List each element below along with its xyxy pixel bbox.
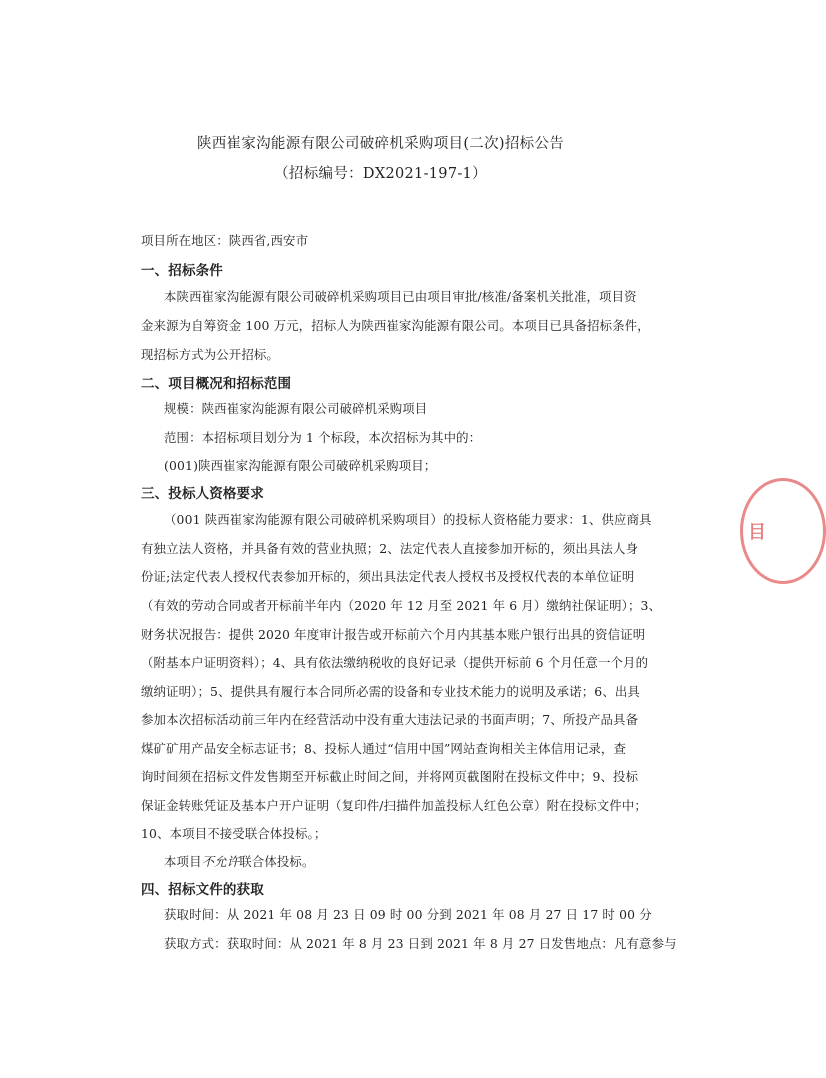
section-4-heading: 四、招标文件的获取	[141, 882, 264, 898]
s3-line: 缴纳证明）；5、提供具有履行本合同所必需的设备和专业技术能力的说明及承诺；6、出具	[141, 684, 640, 699]
s2-scope: 范围：本招标项目划分为 1 个标段，本次招标为其中的：	[164, 430, 482, 445]
s3-line: 份证;法定代表人授权代表参加开标的，须出具法定代表人授权书及授权代表的本单位证明	[141, 569, 635, 584]
s3-line: 参加本次招标活动前三年内在经营活动中没有重大违法记录的书面声明；7、所投产品具备	[141, 712, 639, 727]
s3-line: 有独立法人资格，并具备有效的营业执照；2、法定代表人直接参加开标的，须出具法人身	[141, 541, 639, 556]
s3-line: 财务状况报告：提供 2020 年度审计报告或开标前六个月内其基本账户银行出具的资信证明	[141, 627, 646, 642]
consortium-prefix: 本项目	[164, 854, 202, 869]
s3-line: 煤矿矿用产品安全标志证书；8、投标人通过“信用中国”网站查询相关主体信用记录，查	[141, 741, 627, 756]
s3-consortium-note	[164, 852, 637, 870]
consortium-suffix: 联合体投标。	[239, 854, 315, 869]
section-2-heading: 二、项目概况和招标范围	[141, 376, 292, 392]
s3-line: （有效的劳动合同或者开标前半年内（2020 年 12 月至 2021 年 6 月）缴纳社保证明）；3、	[141, 598, 662, 613]
seal-character: 目	[748, 522, 766, 543]
project-region: 项目所在地区：陕西省,西安市	[141, 233, 309, 248]
document-title: 陕西崔家沟能源有限公司破碎机采购项目(二次)招标公告	[196, 136, 565, 152]
tender-code: （招标编号：DX2021-197-1）	[274, 166, 487, 182]
s2-lot: (001)陕西崔家沟能源有限公司破碎机采购项目；	[164, 458, 437, 473]
s4-method: 获取方式：获取时间：从 2021 年 8 月 23 日到 2021 年 8 月 27 日发售地点：凡有意参与	[164, 936, 677, 951]
s3-line: 10、本项目不接受联合体投标。；	[141, 826, 327, 841]
s1-paragraph-line: 本陕西崔家沟能源有限公司破碎机采购项目已由项目审批/核准/备案机关批准，项目资	[164, 289, 637, 304]
consortium-not-allowed: 不允许	[201, 854, 240, 869]
s3-line: 询时间须在招标文件发售期至开标截止时间之间，并将网页截图附在投标文件中；9、投标	[141, 769, 639, 784]
s2-scale: 规模：陕西崔家沟能源有限公司破碎机采购项目	[164, 401, 428, 416]
s1-paragraph-line: 金来源为自筹资金 100 万元，招标人为陕西崔家沟能源有限公司。本项目已具备招标条件，	[141, 318, 650, 333]
s4-time: 获取时间：从 2021 年 08 月 23 日 09 时 00 分到 2021 年 08 月 27 日 17 时 00 分	[164, 907, 652, 922]
s3-line: （附基本户证明资料）；4、具有依法缴纳税收的良好记录（提供开标前 6 个月任意一个月的	[141, 655, 649, 670]
section-1-heading: 一、招标条件	[141, 263, 223, 279]
section-3-heading: 三、投标人资格要求	[141, 486, 264, 502]
s3-line: （001 陕西崔家沟能源有限公司破碎机采购项目）的投标人资格能力要求：1、供应商具	[164, 512, 652, 527]
s3-line: 保证金转账凭证及基本户开户证明（复印件/扫描件加盖投标人红色公章）附在投标文件中；	[141, 798, 647, 813]
s1-paragraph-line: 现招标方式为公开招标。	[141, 347, 279, 362]
